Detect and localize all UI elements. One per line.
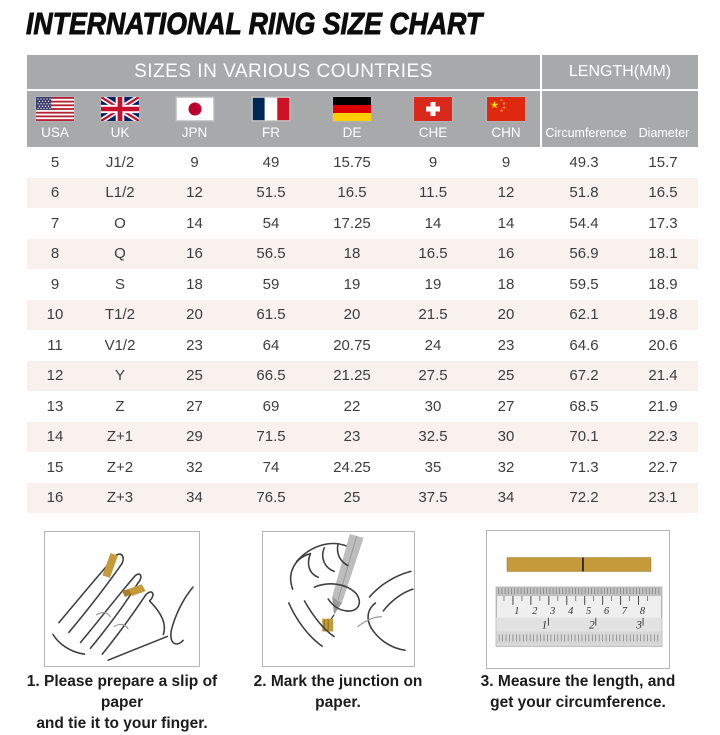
- cell-fr: 59: [262, 275, 280, 293]
- table-row: [27, 361, 698, 392]
- step3-caption: 3. Measure the length, and get your circumference.: [480, 673, 676, 711]
- cell-jpn: 32: [186, 458, 203, 476]
- table-country-header: [27, 91, 698, 147]
- cell-chn: 34: [497, 489, 515, 507]
- table-row: [27, 208, 698, 239]
- cell-chn: 32: [497, 458, 515, 476]
- cell-fr: 56.5: [256, 245, 286, 263]
- country-code-label: JPN: [181, 125, 208, 140]
- cell-fr: 54: [262, 214, 280, 232]
- cell-fr: 76.5: [256, 489, 286, 507]
- cell-che: 19: [424, 275, 442, 293]
- cell-jpn: 29: [186, 428, 203, 446]
- cell-uk: S: [114, 275, 125, 293]
- cell-de: 19: [343, 275, 361, 293]
- svg-text:1: 1: [541, 619, 548, 632]
- cell-uk: Y: [114, 367, 125, 385]
- switzerland-flag-icon: [414, 97, 452, 121]
- cell-che: 32.5: [418, 428, 448, 446]
- country-column-jpn: [157, 91, 232, 147]
- cell-diameter: 21.9: [648, 397, 678, 415]
- cell-de: 21.25: [333, 367, 371, 385]
- cell-usa: 8: [50, 245, 60, 263]
- step1-illustration-box: [44, 531, 200, 667]
- country-column-usa: [27, 91, 83, 147]
- cell-circumference: 51.8: [569, 184, 599, 202]
- country-code-label: UK: [110, 125, 130, 140]
- cell-che: 11.5: [418, 184, 448, 202]
- svg-text:6: 6: [603, 605, 610, 617]
- cell-chn: 20: [497, 306, 515, 324]
- cell-fr: 69: [262, 397, 280, 415]
- svg-text:3: 3: [636, 619, 642, 632]
- cell-uk: O: [114, 214, 126, 232]
- table-row: [27, 330, 698, 361]
- cell-uk: T1/2: [104, 306, 135, 324]
- cell-jpn: 34: [186, 489, 203, 507]
- table-row: [27, 391, 698, 422]
- country-code-label: DE: [342, 125, 362, 140]
- svg-text:4: 4: [568, 605, 574, 617]
- cell-de: 25: [343, 489, 361, 507]
- cell-chn: 9: [501, 153, 511, 171]
- paper-slip-icon: [102, 553, 117, 578]
- table-row: [27, 178, 698, 209]
- cell-uk: Z: [115, 397, 125, 415]
- country-column-fr: [232, 91, 310, 147]
- length-subheaders: [540, 91, 698, 147]
- cell-diameter: 17.3: [648, 214, 678, 232]
- cell-jpn: 25: [186, 367, 203, 385]
- cell-diameter: 22.3: [648, 428, 678, 446]
- cell-usa: 12: [46, 367, 64, 385]
- cell-usa: 14: [46, 428, 64, 446]
- cell-chn: 16: [497, 245, 515, 263]
- step2-illustration-box: [262, 531, 415, 667]
- svg-text:8: 8: [639, 605, 646, 617]
- cell-usa: 10: [46, 306, 64, 324]
- cell-chn: 12: [497, 184, 515, 202]
- cell-circumference: 72.2: [569, 489, 599, 507]
- country-code-label: CHE: [418, 125, 448, 140]
- cell-diameter: 19.8: [648, 306, 678, 324]
- svg-text:7: 7: [621, 605, 628, 617]
- cell-usa: 9: [50, 275, 60, 293]
- step1-caption: 1. Please prepare a slip of paper and tie it to your finger.: [26, 673, 218, 732]
- cell-uk: J1/2: [105, 153, 135, 171]
- page-title: INTERNATIONAL RING SIZE CHART: [26, 6, 483, 41]
- cell-che: 14: [424, 214, 442, 232]
- cell-uk: L1/2: [105, 184, 135, 202]
- cell-usa: 6: [50, 184, 60, 202]
- cell-circumference: 70.1: [569, 428, 599, 446]
- ring-size-table: [27, 55, 698, 513]
- svg-text:3: 3: [550, 605, 556, 617]
- cell-che: 27.5: [418, 367, 448, 385]
- cell-jpn: 12: [186, 184, 203, 202]
- cell-circumference: 54.4: [569, 214, 599, 232]
- cell-circumference: 64.6: [569, 336, 599, 354]
- ruler-icon: [487, 531, 669, 668]
- cell-de: 22: [343, 397, 361, 415]
- cell-che: 24: [424, 336, 442, 354]
- cell-de: 23: [343, 428, 361, 446]
- country-column-che: [394, 91, 472, 147]
- cell-chn: 18: [497, 275, 515, 293]
- cell-diameter: 21.4: [648, 367, 678, 385]
- country-column-de: [310, 91, 394, 147]
- table-row: [27, 452, 698, 483]
- cell-de: 15.75: [333, 153, 371, 171]
- china-flag-icon: [487, 97, 525, 121]
- sizes-group-header: SIZES IN VARIOUS COUNTRIES: [134, 61, 433, 82]
- cell-chn: 14: [497, 214, 515, 232]
- country-code-label: USA: [41, 125, 69, 140]
- cell-uk: Z+3: [106, 489, 134, 507]
- cell-diameter: 18.9: [648, 275, 678, 293]
- table-body: [27, 147, 698, 513]
- cell-usa: 16: [46, 489, 64, 507]
- table-row: [27, 269, 698, 300]
- cell-usa: 11: [47, 336, 63, 354]
- cell-diameter: 22.7: [648, 458, 678, 476]
- table-row: [27, 239, 698, 270]
- cell-che: 16.5: [418, 245, 448, 263]
- cell-uk: V1/2: [104, 336, 136, 354]
- cell-jpn: 9: [190, 153, 199, 171]
- svg-text:5: 5: [586, 605, 592, 617]
- cell-usa: 5: [50, 153, 60, 171]
- hand-with-paper-slip-icon: [45, 532, 199, 666]
- cell-usa: 15: [46, 458, 64, 476]
- cell-jpn: 23: [186, 336, 203, 354]
- table-row: [27, 422, 698, 453]
- cell-fr: 51.5: [256, 184, 286, 202]
- cell-chn: 30: [497, 428, 515, 446]
- cell-diameter: 15.7: [648, 153, 678, 171]
- cell-uk: Z+1: [106, 428, 134, 446]
- cell-diameter: 16.5: [648, 184, 678, 202]
- cell-diameter: 18.1: [648, 245, 678, 263]
- cell-circumference: 68.5: [569, 397, 599, 415]
- country-code-label: CHN: [491, 125, 521, 140]
- cell-fr: 61.5: [256, 306, 286, 324]
- cell-che: 37.5: [418, 489, 448, 507]
- germany-flag-icon: [333, 97, 371, 121]
- cell-fr: 71.5: [256, 428, 286, 446]
- table-row: [27, 483, 698, 514]
- cell-usa: 13: [46, 397, 64, 415]
- cell-usa: 7: [50, 214, 60, 232]
- cell-che: 9: [428, 153, 438, 171]
- cell-de: 18: [343, 245, 361, 263]
- uk-flag-icon: [101, 97, 139, 121]
- cell-diameter: 20.6: [648, 336, 678, 354]
- cell-che: 30: [424, 397, 442, 415]
- cell-circumference: 62.1: [569, 306, 599, 324]
- table-group-header: [27, 55, 698, 91]
- cell-circumference: 56.9: [569, 245, 599, 263]
- country-code-label: FR: [262, 125, 280, 140]
- usa-flag-icon: [36, 97, 74, 121]
- cell-chn: 25: [497, 367, 515, 385]
- step2-caption: 2. Mark the junction on paper.: [253, 673, 423, 711]
- cell-circumference: 59.5: [569, 275, 599, 293]
- cell-circumference: 49.3: [569, 153, 599, 171]
- diameter-column-header: Diameter: [638, 126, 690, 140]
- cell-che: 35: [424, 458, 442, 476]
- circumference-column-header: Circumference: [545, 126, 627, 140]
- cell-fr: 64: [262, 336, 280, 354]
- cell-che: 21.5: [418, 306, 448, 324]
- country-column-chn: [472, 91, 540, 147]
- step3-illustration-box: [486, 530, 670, 669]
- cell-chn: 27: [497, 397, 515, 415]
- france-flag-icon: [252, 97, 290, 121]
- cell-circumference: 67.2: [569, 367, 599, 385]
- cell-jpn: 16: [186, 245, 203, 263]
- cell-jpn: 27: [186, 397, 203, 415]
- table-row: [27, 147, 698, 178]
- paper-strip-icon: [507, 558, 651, 572]
- cell-de: 20: [343, 306, 361, 324]
- cell-diameter: 23.1: [648, 489, 678, 507]
- cell-de: 16.5: [337, 184, 367, 202]
- cell-circumference: 71.3: [569, 458, 599, 476]
- cell-fr: 49: [262, 153, 280, 171]
- japan-flag-icon: [176, 97, 214, 121]
- cell-uk: Z+2: [106, 458, 134, 476]
- cell-jpn: 20: [186, 306, 203, 324]
- cell-fr: 74: [262, 458, 280, 476]
- hand-marking-paper-icon: [263, 532, 414, 666]
- cell-jpn: 18: [186, 275, 203, 293]
- cell-uk: Q: [114, 245, 126, 263]
- cell-chn: 23: [497, 336, 515, 354]
- country-column-uk: [83, 91, 157, 147]
- svg-text:1: 1: [514, 605, 520, 617]
- svg-text:2: 2: [588, 619, 595, 632]
- table-row: [27, 300, 698, 331]
- svg-text:2: 2: [532, 605, 538, 617]
- length-group-header: LENGTH(MM): [540, 55, 698, 89]
- cell-de: 24.25: [333, 458, 371, 476]
- cell-fr: 66.5: [256, 367, 286, 385]
- cell-de: 17.25: [333, 214, 371, 232]
- cell-de: 20.75: [333, 336, 371, 354]
- cell-jpn: 14: [186, 214, 203, 232]
